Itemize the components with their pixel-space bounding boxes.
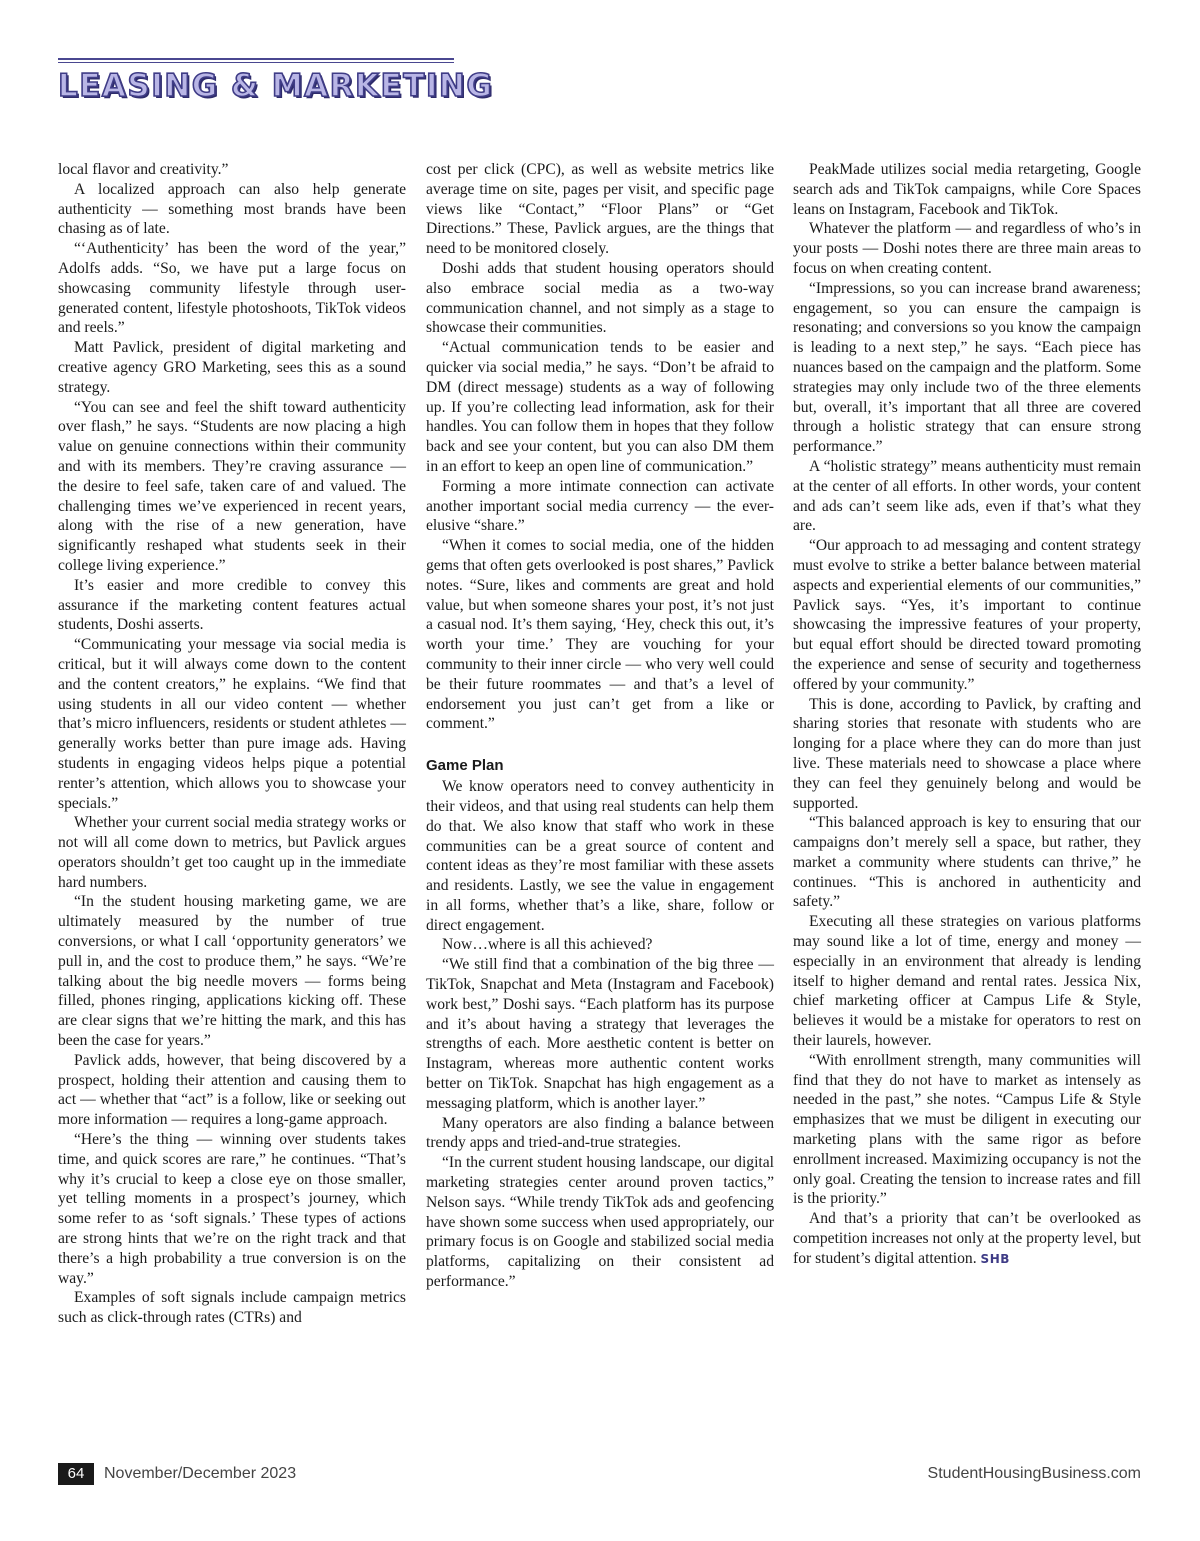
paragraph: “In the student housing marketing game, we are ultimately measured by the number of true conversions, or what I call ‘opportunity generators’ we pull in, and the cost to produce them,” he says. “We’re talking about the big needle movers — forms being filled, phones ringing, applications kicking off. These are clear signs that we’re hitting the mark, and this has been the case for years.” [58, 893, 406, 1050]
paragraph: “Impressions, so you can increase brand awareness; engagement, so you can ensure the campaign is resonating; and conversions so you know the campaign is leading to a next step,” he says. “Each piece has nuances based on the campaign and the platform. Some strategies may only include two of the three elements but, overall, it’s important that all three are covered through a holistic strategy that can ensure strong performance.” [793, 279, 1141, 456]
page-footer [58, 1463, 1141, 1485]
paragraph: “In the current student housing landscape, our digital marketing strategies center around proven tactics,” Nelson says. “While trendy TikTok ads and geofencing have shown some success when used appropriately, our primary focus is on Google and stabilized social media platforms, capitalizing on their consistent ad performance.” [426, 1154, 774, 1291]
paragraph-final [793, 1209, 1141, 1269]
paragraph: PeakMade utilizes social media retargeting, Google search ads and TikTok campaigns, while Core Spaces leans on Instagram, Facebook and TikTok. [793, 161, 1141, 218]
paragraph: Forming a more intimate connection can activate another important social media currency — the ever-elusive “share.” [426, 477, 774, 535]
paragraph-text: And that’s a priority that can’t be overlooked as competition increases not only at the property level, but for student’s digital attention. [793, 1210, 1141, 1267]
issue-date: November/December 2023 [104, 1465, 297, 1482]
paragraph: “With enrollment strength, many communities will find that they do not have to market as intensely as needed in the past,” she notes. “Campus Life & Style emphasizes that we must be diligent in executing our marketing plans with the same rigor as before enrollment increased. Maximizing occupancy is not the only goal. Creating the tension to increase rates and fill is the priority.” [793, 1051, 1141, 1208]
article-column-3 [793, 160, 1141, 1270]
paragraph: “When it comes to social media, one of the hidden gems that often gets overlooked is post shares,” Pavlick notes. “Sure, likes and comments are great and hold value, but when someone shares your post, it’s not just a casual nod. It’s them saying, ‘Hey, check this out, it’s worth your time.’ They are vouching for your community to their inner circle — who very well could be their future roommates — and that’s a level of endorsement you just can’t get from a like or comment.” [426, 537, 774, 733]
paragraph: A “holistic strategy” means authenticity must remain at the center of all efforts. In other words, your content and ads can’t seem like ads, even if that’s what they are. [793, 457, 1141, 535]
article-column-1 [58, 160, 406, 1328]
paragraph: “Communicating your message via social media is critical, but it will always come down to the content and the content creators,” he explains. “We find that using students in all our video content — whether that’s micro influencers, residents or student athletes — generally works better than pure image ads. Having students in engaging videos helps pique a potential renter’s attention, which allows you to showcase your specials.” [58, 636, 406, 812]
header-rule [58, 58, 454, 63]
paragraph: “Here’s the thing — winning over students takes time, and quick scores are rare,” he continues. “That’s why it’s crucial to keep a close eye on those smaller, yet telling moments in a prospect’s journey, which some refer to as ‘soft signals.’ These types of actions are strong hints that we’re on the right track and that there’s a high probability a true conversion is on the way.” [58, 1131, 406, 1287]
paragraph: Whether your current social media strategy works or not will all come down to metrics, but Pavlick argues operators shouldn’t get too caught up in the immediate hard numbers. [58, 814, 406, 891]
paragraph: “We still find that a combination of the big three — TikTok, Snapchat and Meta (Instagram and Facebook) work best,” Doshi says. “Each platform has its purpose and it’s about having a strategy that leverages the strengths of each. More aesthetic content is better on Instagram, whereas more authentic content works better on TikTok. Snapchat has high engagement as a messaging platform, which is another layer.” [426, 956, 774, 1112]
end-mark: SHB [980, 1251, 1010, 1266]
paragraph: Pavlick adds, however, that being discovered by a prospect, holding their attention and causing them to act — whether that “act” is a follow, like or seeking out more information — requires a long-game approach. [58, 1051, 406, 1129]
paragraph: “Actual communication tends to be easier and quicker via social media,” he says. “Don’t be afraid to DM (direct message) students as a way of following up. If you’re collecting lead information, ask for their handles. You can follow them in hopes that they follow back and see your content, but you can also DM them in an effort to keep an open line of communication.” [426, 339, 774, 475]
paragraph: “Our approach to ad messaging and content strategy must evolve to strike a better balance between material aspects and experiential elements of our communities,” Pavlick says. “Yes, it’s important to continue showcasing the impressive features of your property, but equal effort should be directed toward promoting the experience and sense of security and togetherness offered by your community.” [793, 537, 1141, 693]
paragraph: Matt Pavlick, president of digital marketing and creative agency GRO Marketing, sees this as a sound strategy. [58, 339, 406, 396]
section-title: LEASING & MARKETING [58, 68, 494, 104]
paragraph: Many operators are also finding a balance between trendy apps and tried-and-true strategies. [426, 1114, 774, 1152]
subheading-game-plan: Game Plan [426, 757, 504, 775]
paragraph: Now…where is all this achieved? [442, 936, 653, 954]
paragraph: Executing all these strategies on various platforms may sound like a lot of time, energy and money — especially in an environment that already is lending itself to higher demand and rental rates. Jessica Nix, chief marketing officer at Campus Life & Style, believes it would be a mistake for operators to rest on their laurels, however. [793, 913, 1141, 1050]
paragraph: “‘Authenticity’ has been the word of the year,” Adolfs adds. “So, we have put a large focus on showcasing community lifestyle through user-generated content, lifestyle photoshoots, TikTok videos and reels.” [58, 240, 406, 337]
paragraph: “You can see and feel the shift toward authenticity over flash,” he says. “Students are now placing a high value on genuine connections within their community and with its members. They’re craving assurance — the desire to feel safe, taken care of and valued. The challenging times we’ve experienced in recent years, along with the rise of a new generation, have significantly reshaped what students seek in their college living experience.” [58, 398, 406, 574]
paragraph: This is done, according to Pavlick, by crafting and sharing stories that resonate with students who are longing for a place where they can do more than just live. These materials need to showcase a place where they can feel they genuinely belong and would be supported. [793, 695, 1141, 812]
paragraph: Examples of soft signals include campaign metrics such as click-through rates (CTRs) and [58, 1289, 406, 1327]
article-column-2 [426, 160, 774, 1292]
paragraph: local flavor and creativity.” [58, 161, 229, 178]
paragraph: cost per click (CPC), as well as website metrics like average time on site, pages per visit, and specific page views like “Contact,” “Floor Plans” or “Get Directions.” These, Pavlick argues, are the things that need to be monitored closely. [426, 161, 774, 258]
page-number: 64 [58, 1463, 94, 1485]
paragraph: Doshi adds that student housing operators should also embrace social media as a two-way communication channel, and not simply as a stage to showcase their communities. [426, 259, 774, 337]
paragraph: Whatever the platform — and regardless of who’s in your posts — Doshi notes there are three main areas to focus on when creating content. [793, 220, 1141, 277]
paragraph: A localized approach can also help generate authenticity — something most brands have been chasing as of late. [58, 180, 406, 238]
website: StudentHousingBusiness.com [927, 1465, 1141, 1482]
paragraph: “This balanced approach is key to ensuring that our campaigns don’t merely sell a space, but rather, they market a community where students can thrive,” he continues. “This is anchored in authenticity and safety.” [793, 814, 1141, 911]
paragraph: We know operators need to convey authenticity in their videos, and that using real students can help them do that. We also know that staff who work in these communities can be a great source of content and content ideas as they’re most familiar with these assets and residents. Lastly, we see the value in engagement in all forms, whether that’s a like, share, follow or direct engagement. [426, 778, 774, 934]
paragraph: It’s easier and more credible to convey this assurance if the marketing content features actual students, Doshi asserts. [58, 576, 406, 634]
